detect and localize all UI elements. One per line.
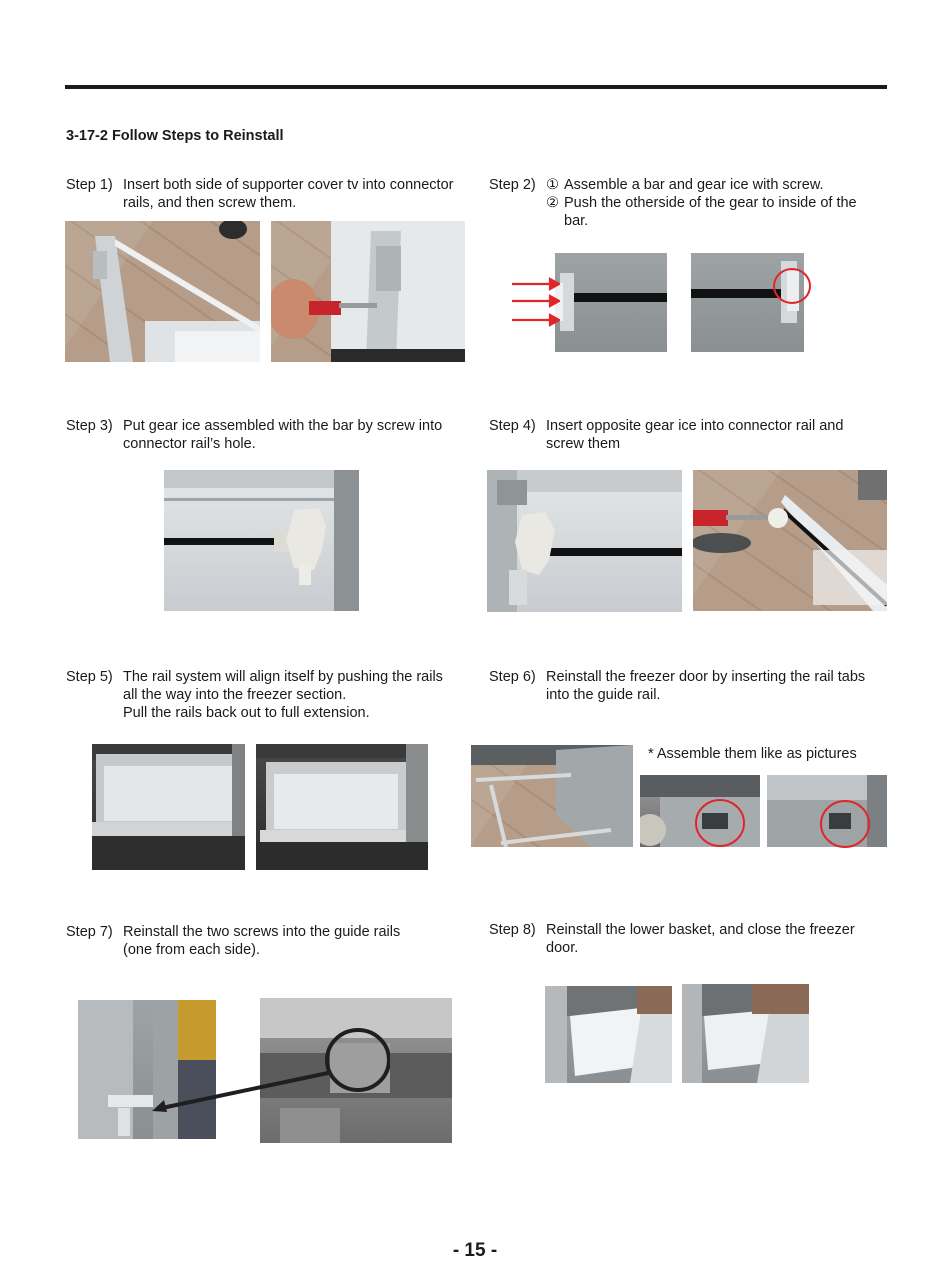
step-line: (one from each side).	[123, 942, 261, 958]
step-item	[546, 176, 879, 194]
step-line: screw them	[546, 436, 621, 452]
step-number: Step 2)	[489, 177, 536, 193]
photo-rail-cover-left	[65, 221, 260, 362]
step-4	[489, 417, 879, 453]
step-number: Step 3)	[66, 418, 113, 434]
step-line: all the way into the freezer section.	[123, 687, 347, 703]
circled-one-marker: ①	[546, 177, 559, 193]
photo-close-freezer-door	[682, 984, 809, 1083]
red-arrows-icon	[510, 276, 560, 328]
step-5	[66, 668, 476, 722]
step-8	[489, 921, 879, 957]
circled-two-marker: ②	[546, 195, 559, 211]
step-line: Put gear ice assembled with the bar by screw into	[123, 418, 443, 434]
step-line: Reinstall the lower basket, and close the freezer	[546, 922, 855, 938]
photo-rail-cover-screw	[271, 221, 465, 362]
step-line: Insert both side of supporter cover tv into connector	[123, 177, 454, 193]
step-line: connector rail’s hole.	[123, 436, 256, 452]
red-highlight-circle-icon	[771, 266, 813, 306]
callout-arrow-icon	[150, 1028, 390, 1116]
step-line: into the guide rail.	[546, 687, 661, 703]
photo-screw-opposite-gear	[693, 470, 887, 611]
photo-rails-extended	[256, 744, 428, 870]
step-item	[546, 194, 879, 230]
step-line: Pull the rails back out to full extension.	[123, 705, 370, 721]
header-rule	[65, 85, 887, 89]
photo-bar-gear-assembly	[555, 253, 667, 352]
photo-opposite-gear-rail	[487, 470, 682, 612]
step-2	[489, 176, 879, 230]
step-number: Step 6)	[489, 669, 536, 685]
step-number: Step 5)	[66, 669, 113, 685]
step-line: Insert opposite gear ice into connector rail and	[546, 418, 844, 434]
page-number: - 15 -	[452, 1240, 498, 1261]
step-1	[66, 176, 476, 212]
red-highlight-circle-icon	[694, 798, 746, 848]
step-number: Step 1)	[66, 177, 113, 193]
step-3	[66, 417, 476, 453]
step-number: Step 7)	[66, 924, 113, 940]
step-line: door.	[546, 940, 579, 956]
photo-lower-basket-insert	[545, 986, 672, 1083]
step-number: Step 4)	[489, 418, 536, 434]
step-6	[489, 668, 889, 704]
step-line: The rail system will align itself by pushing the rails	[123, 669, 443, 685]
step-line: Reinstall the freezer door by inserting the rail tabs	[546, 669, 866, 685]
step-item-text: Assemble a bar and gear ice with screw.	[564, 177, 824, 193]
photo-gear-into-rail-hole	[164, 470, 359, 611]
step-number: Step 8)	[489, 922, 536, 938]
step-item-text: Push the otherside of the gear to inside of the bar.	[564, 195, 857, 229]
assembly-note: * Assemble them like as pictures	[648, 746, 857, 762]
step-7	[66, 923, 476, 959]
photo-freezer-door-rails	[471, 745, 633, 847]
step-line: rails, and then screw them.	[123, 195, 297, 211]
red-highlight-circle-icon	[819, 799, 871, 849]
photo-rails-pushed-in	[92, 744, 245, 870]
section-title: 3-17-2 Follow Steps to Reinstall	[66, 128, 284, 144]
step-line: Reinstall the two screws into the guide rails	[123, 924, 401, 940]
